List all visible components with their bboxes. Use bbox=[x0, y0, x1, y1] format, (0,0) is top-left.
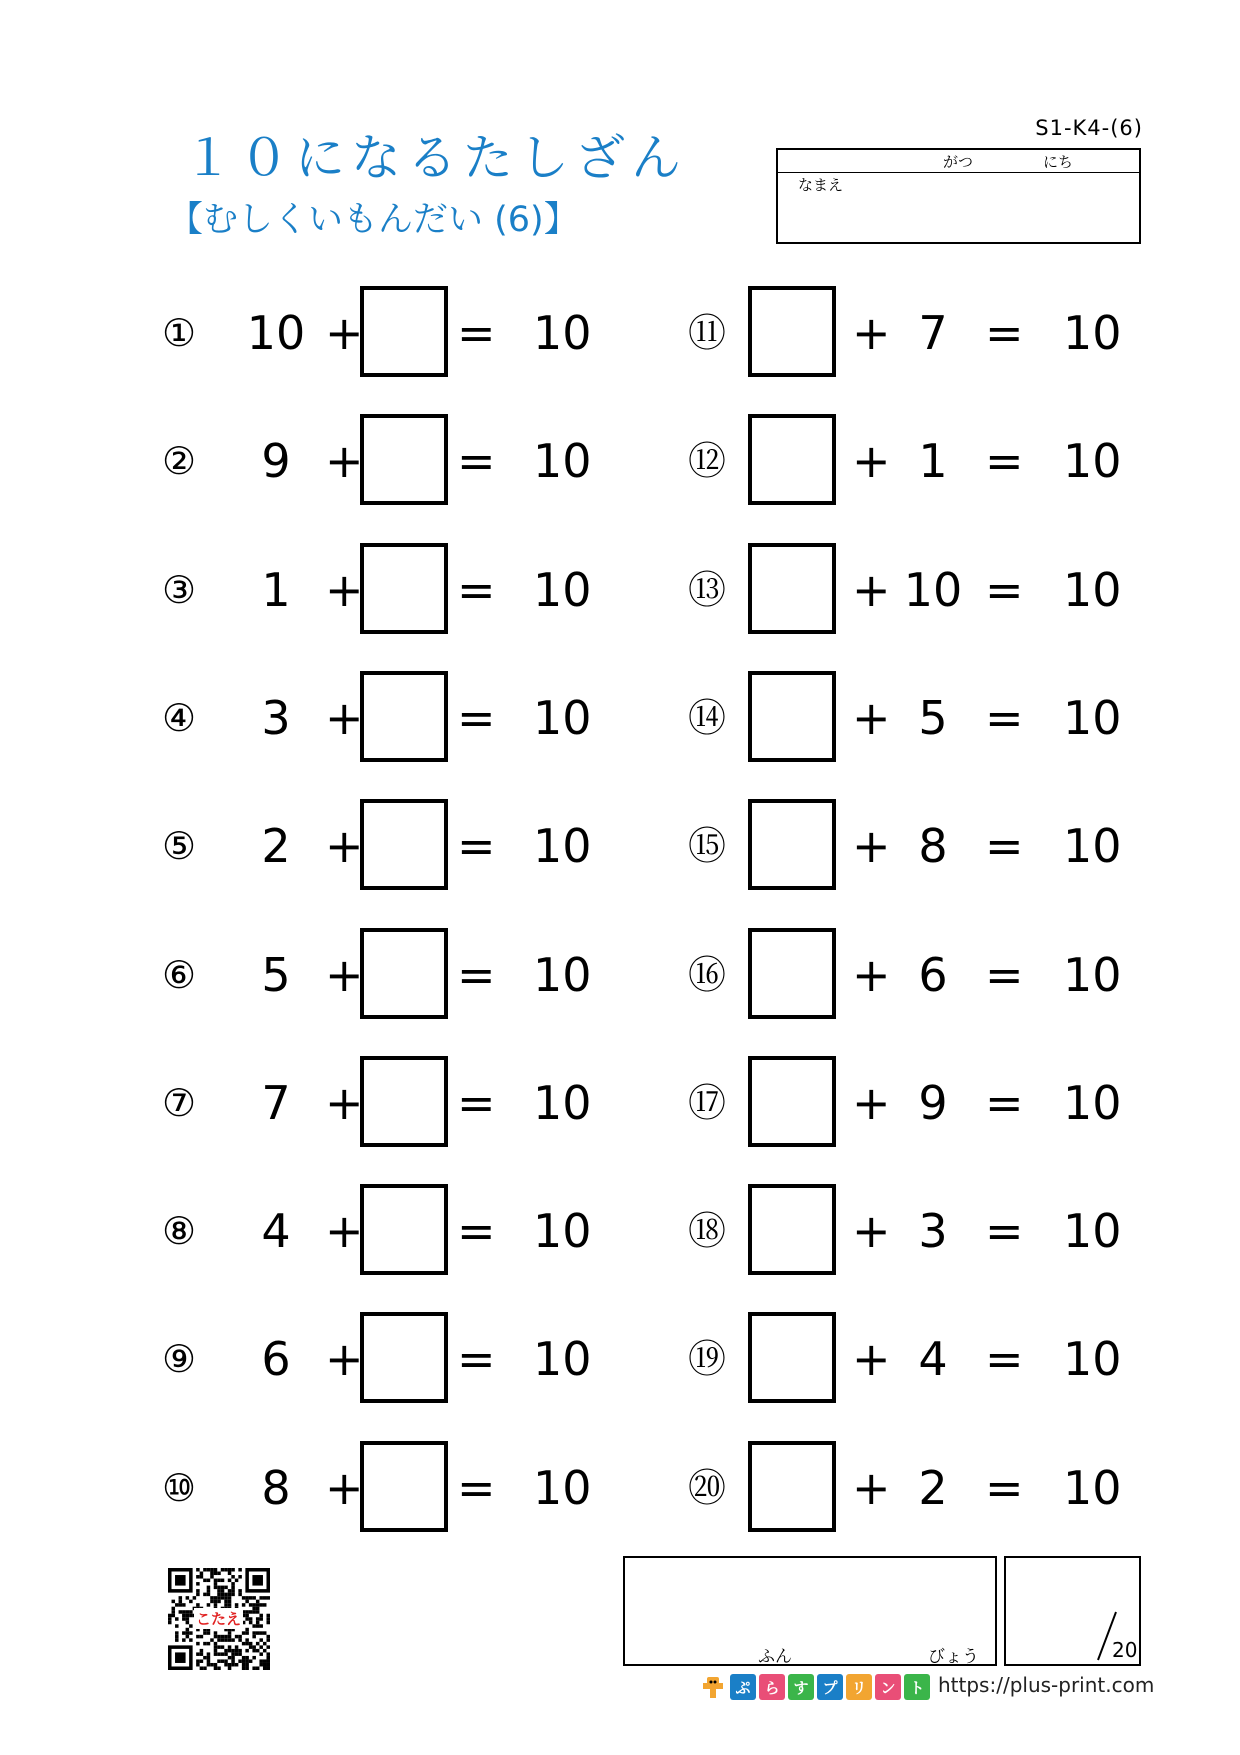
equals-sign: = bbox=[985, 690, 1024, 745]
answer-box[interactable] bbox=[360, 414, 448, 505]
plus-sign: + bbox=[852, 947, 891, 1002]
problem-number: ⑧ bbox=[162, 1209, 197, 1254]
addend: 8 bbox=[261, 1460, 291, 1515]
problem-number: ⑦ bbox=[162, 1080, 197, 1125]
equals-sign: = bbox=[985, 1075, 1024, 1130]
answer-box[interactable] bbox=[748, 414, 836, 505]
plus-print-logo bbox=[700, 1672, 930, 1702]
result: 10 bbox=[533, 306, 592, 360]
answer-box[interactable] bbox=[360, 543, 448, 634]
result: 10 bbox=[1063, 562, 1122, 617]
result: 10 bbox=[1063, 819, 1122, 874]
problem-number: ⑰ bbox=[688, 1080, 727, 1125]
result: 10 bbox=[533, 1332, 592, 1387]
equals-sign: = bbox=[985, 434, 1024, 489]
problem-number: ⑤ bbox=[162, 824, 197, 869]
logo-tile: す bbox=[788, 1674, 814, 1700]
problem-number: ④ bbox=[162, 695, 197, 740]
result: 10 bbox=[533, 1204, 592, 1259]
result: 10 bbox=[533, 819, 592, 874]
plus-sign: + bbox=[325, 1460, 364, 1515]
day-label: にち bbox=[1043, 153, 1074, 171]
result: 10 bbox=[1063, 947, 1122, 1002]
time-box[interactable] bbox=[623, 1556, 997, 1666]
addend: 10 bbox=[246, 306, 306, 360]
problem-number: ⑥ bbox=[162, 952, 197, 997]
equals-sign: = bbox=[457, 1332, 496, 1387]
addend: 2 bbox=[261, 819, 291, 874]
addend: 3 bbox=[918, 1204, 948, 1259]
addend: 5 bbox=[918, 690, 948, 745]
site-url[interactable]: https://plus-print.com bbox=[938, 1673, 1155, 1697]
addend: 1 bbox=[918, 434, 948, 489]
problem-number: ⑬ bbox=[688, 567, 727, 612]
addend: 7 bbox=[261, 1075, 291, 1130]
addend: 3 bbox=[261, 690, 291, 745]
answer-box[interactable] bbox=[748, 1312, 836, 1403]
mascot-icon bbox=[700, 1674, 726, 1700]
plus-sign: + bbox=[325, 1332, 364, 1387]
plus-sign: + bbox=[852, 1204, 891, 1259]
plus-sign: + bbox=[325, 306, 364, 360]
equals-sign: = bbox=[985, 1460, 1024, 1515]
score-box[interactable] bbox=[1004, 1556, 1141, 1666]
worksheet-code: S1-K4-(6) bbox=[1035, 116, 1143, 140]
result: 10 bbox=[1063, 1204, 1122, 1259]
name-box-divider bbox=[778, 172, 1139, 173]
addend: 4 bbox=[918, 1332, 948, 1387]
answer-box[interactable] bbox=[748, 543, 836, 634]
equals-sign: = bbox=[457, 434, 496, 489]
plus-sign: + bbox=[852, 819, 891, 874]
problem-number: ① bbox=[162, 311, 197, 355]
plus-sign: + bbox=[325, 1075, 364, 1130]
result: 10 bbox=[1063, 1332, 1122, 1387]
equals-sign: = bbox=[457, 947, 496, 1002]
result: 10 bbox=[533, 1075, 592, 1130]
result: 10 bbox=[1063, 306, 1122, 360]
plus-sign: + bbox=[325, 562, 364, 617]
problem-number: ⑲ bbox=[688, 1337, 727, 1382]
plus-sign: + bbox=[852, 434, 891, 489]
equals-sign: = bbox=[457, 819, 496, 874]
plus-sign: + bbox=[325, 819, 364, 874]
result: 10 bbox=[1063, 1075, 1122, 1130]
addend: 6 bbox=[261, 1332, 291, 1387]
month-label: がつ bbox=[943, 153, 974, 171]
answer-box[interactable] bbox=[748, 671, 836, 762]
answer-box[interactable] bbox=[360, 671, 448, 762]
equals-sign: = bbox=[457, 1075, 496, 1130]
equals-sign: = bbox=[985, 819, 1024, 874]
name-label: なまえ bbox=[798, 176, 844, 194]
answer-box[interactable] bbox=[748, 1184, 836, 1275]
equals-sign: = bbox=[457, 562, 496, 617]
problem-number: ⑩ bbox=[162, 1465, 197, 1510]
problem-number: ⑳ bbox=[688, 1465, 727, 1510]
plus-sign: + bbox=[325, 690, 364, 745]
equals-sign: = bbox=[985, 1332, 1024, 1387]
equals-sign: = bbox=[985, 947, 1024, 1002]
answer-box[interactable] bbox=[748, 286, 836, 377]
addend: 10 bbox=[903, 562, 963, 617]
result: 10 bbox=[1063, 690, 1122, 745]
result: 10 bbox=[1063, 1460, 1122, 1515]
equals-sign: = bbox=[457, 1460, 496, 1515]
qr-answer-label: こたえ bbox=[196, 1610, 242, 1628]
answer-box[interactable] bbox=[360, 1056, 448, 1147]
addend: 2 bbox=[918, 1460, 948, 1515]
plus-sign: + bbox=[852, 562, 891, 617]
problem-number: ⑯ bbox=[688, 952, 727, 997]
problem-number: ⑫ bbox=[688, 439, 727, 484]
plus-sign: + bbox=[325, 947, 364, 1002]
plus-sign: + bbox=[325, 434, 364, 489]
equals-sign: = bbox=[457, 1204, 496, 1259]
answer-box[interactable] bbox=[360, 1441, 448, 1532]
plus-sign: + bbox=[852, 306, 891, 360]
result: 10 bbox=[533, 434, 592, 489]
result: 10 bbox=[1063, 434, 1122, 489]
result: 10 bbox=[533, 562, 592, 617]
plus-sign: + bbox=[325, 1204, 364, 1259]
problem-number: ⑪ bbox=[688, 311, 727, 355]
problem-number: ⑭ bbox=[688, 695, 727, 740]
addend: 7 bbox=[918, 306, 948, 360]
addend: 4 bbox=[261, 1204, 291, 1259]
addend: 9 bbox=[918, 1075, 948, 1130]
answer-box[interactable] bbox=[360, 799, 448, 890]
worksheet-subtitle: 【むしくいもんだい (6)】 bbox=[168, 200, 579, 240]
answer-box[interactable] bbox=[748, 1056, 836, 1147]
logo-tile: ン bbox=[875, 1674, 901, 1700]
answer-box[interactable] bbox=[360, 1312, 448, 1403]
equals-sign: = bbox=[985, 562, 1024, 617]
logo-tile: プ bbox=[817, 1674, 843, 1700]
problem-number: ⑨ bbox=[162, 1337, 197, 1382]
addend: 5 bbox=[261, 947, 291, 1002]
problem-number: ③ bbox=[162, 567, 197, 612]
addend: 9 bbox=[261, 434, 291, 489]
equals-sign: = bbox=[457, 306, 496, 360]
logo-tile: ト bbox=[904, 1674, 930, 1700]
problem-number: ⑮ bbox=[688, 824, 727, 869]
logo-tile: リ bbox=[846, 1674, 872, 1700]
plus-sign: + bbox=[852, 1075, 891, 1130]
plus-sign: + bbox=[852, 690, 891, 745]
logo-tiles bbox=[730, 1674, 930, 1700]
answer-box[interactable] bbox=[360, 928, 448, 1019]
answer-box[interactable] bbox=[748, 928, 836, 1019]
addend: 1 bbox=[261, 562, 291, 617]
minutes-label: ふん bbox=[758, 1647, 792, 1667]
score-total: 20 bbox=[1112, 1638, 1138, 1662]
result: 10 bbox=[533, 690, 592, 745]
answer-box[interactable] bbox=[748, 1441, 836, 1532]
logo-tile: ら bbox=[759, 1674, 785, 1700]
addend: 6 bbox=[918, 947, 948, 1002]
answer-box[interactable] bbox=[360, 1184, 448, 1275]
logo-tile: ぷ bbox=[730, 1674, 756, 1700]
problem-number: ⑱ bbox=[688, 1209, 727, 1254]
plus-sign: + bbox=[852, 1460, 891, 1515]
result: 10 bbox=[533, 1460, 592, 1515]
plus-sign: + bbox=[852, 1332, 891, 1387]
result: 10 bbox=[533, 947, 592, 1002]
equals-sign: = bbox=[985, 1204, 1024, 1259]
equals-sign: = bbox=[457, 690, 496, 745]
worksheet-title: １０になるたしざん bbox=[183, 129, 687, 187]
seconds-label: びょう bbox=[928, 1647, 979, 1667]
answer-box[interactable] bbox=[360, 286, 448, 377]
problem-number: ② bbox=[162, 439, 197, 484]
addend: 8 bbox=[918, 819, 948, 874]
equals-sign: = bbox=[985, 306, 1024, 360]
answer-box[interactable] bbox=[748, 799, 836, 890]
name-date-box[interactable] bbox=[776, 148, 1141, 244]
